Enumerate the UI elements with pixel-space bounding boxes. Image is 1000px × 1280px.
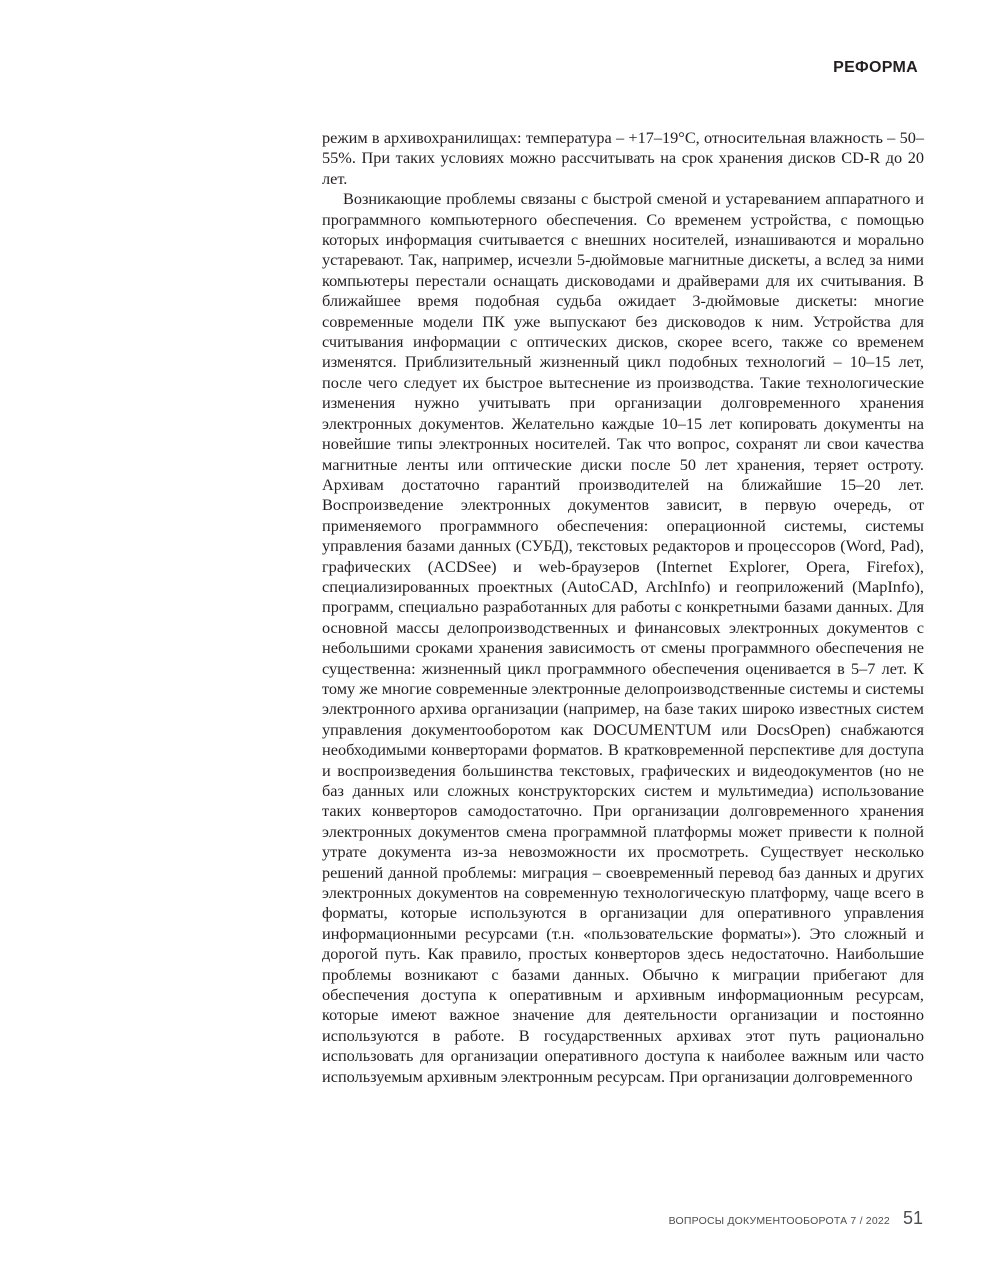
paragraph: Возникающие проблемы связаны с быстрой сменой и устареванием аппаратного и программного компьютерного обеспечения. Со временем устройства, с помощью которых информация считывается с внешних носителей, изнашиваются и морально устаревают. Так, например, исчезли 5-дюймовые магнитные дискеты, а вслед за ними компьютеры перестали оснащать дисководами и драйверами для их считывания. В ближайшее время подобная судьба ожидает 3-дюймовые дискеты: многие современные модели ПК уже выпускают без дисководов к ним. Устройства для считывания информации с оптических дисков, скорее всего, также со временем изменятся. Приблизительный жизненный цикл подобных технологий – 10–15 лет, после чего следует их быстрое вытеснение из производства. Такие технологические изменения нужно учитывать при организации долговременного хранения электронных документов. Желательно каждые 10–15 лет копировать документы на новейшие типы электронных носителей. Так что вопрос, сохранят ли свои качества магнитные ленты или оптические диски после 50 лет хранения, теряет остроту. Архивам достаточно гарантий производителей на ближайшие 15–20 лет. Воспроизведение электронных документов зависит, в первую очередь, от применяемого программного обеспечения: операционной системы, системы управления базами данных (СУБД), текстовых редакторов и процессоров (Word, Pad), графических (ACDSee) и web-браузеров (Internet Explorer, Opera, Firefox), специализированных проектных (AutoCAD, ArchInfo) и геоприложений (MapInfo), программ, специально разработанных для работы с конкретными базами данных. Для основной массы делопроизводственных и финансовых электронных документов с небольшими сроками хранения зависимость от смены программного обеспечения не существенна: жизненный цикл программного обеспечения оценивается в 5–7 лет. К тому же многие современные электронные делопроизводственные системы и системы электронного архива организации (например, на базе таких широко известных систем управления документооборотом как DOCUMENTUM или DocsOpen) снабжаются необходимыми конверторами форматов. В кратковременной перспективе для доступа и воспроизведения большинства текстовых, графических и видеодокументов (но не баз данных или сложных конструкторских систем и мультимедиа) использование таких конверторов самодостаточно. При организации долговременного хранения электронных документов смена программной платформы может привести к полной утрате документа из-за невозможности их просмотреть. Существует несколько решений данной проблемы: миграция – своевременный перевод баз данных и других электронных документов на современную технологическую платформу, чаще всего в форматы, которые используются в организации для оперативного управления информационными ресурсами (т.н. «пользовательские форматы»). Это сложный и дорогой путь. Как правило, простых конверторов здесь недостаточно. Наибольшие проблемы возникают с базами данных. Обычно к миграции прибегают для обеспечения доступа к оперативным и архивным информационным ресурсам, которые имеют важное значение для деятельности организации и постоянно используются в работе. В государственных архивах этот путь рационально использовать для организации оперативного доступа к наиболее важным или часто используемым архивным электронным ресурсам. При организации долговременного [322, 189, 924, 1086]
page-number: 51 [902, 1208, 923, 1228]
article-body [322, 128, 924, 1087]
journal-title: ВОПРОСЫ ДОКУМЕНТООБОРОТА 7 / 2022 [668, 1215, 890, 1227]
section-header: РЕФОРМА [833, 59, 918, 76]
paragraph: режим в архивохранилищах: температура – +17–19°С, относительная влажность – 50–55%. При таких условиях можно рассчитывать на срок хранения дисков CD-R до 20 лет. [322, 128, 924, 188]
page-footer [0, 1208, 923, 1229]
